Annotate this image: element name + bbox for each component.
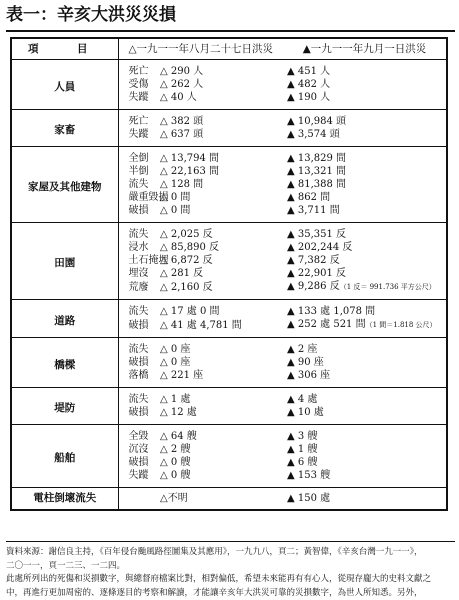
value-sep1-cell (283, 488, 447, 511)
category-cell: 家屋及其他建物 (11, 147, 118, 223)
value-aug27-cell: △ 0 間 (160, 205, 191, 216)
value-aug27-cell: △ 41 處 4,781 間 (160, 319, 242, 331)
value-sep1: ▲ 190 人 (287, 92, 331, 103)
value-aug27-cell: △ 0 座 (160, 357, 191, 368)
unit-note: （1 反＝ 991.736 平方公尺） (339, 283, 436, 291)
value-aug27-cell: △ 22,163 間 (160, 166, 220, 177)
table-body (11, 60, 447, 511)
table-title: 表一：辛亥大洪災災損 (6, 5, 176, 25)
source-note (6, 546, 454, 600)
value-aug27-cell: △ 6,872 反 (160, 255, 213, 266)
value-sep1: ▲ 13,321 間 (287, 166, 347, 177)
value-sep1: ▲ 306 座 (287, 370, 331, 381)
value-aug27-cell: △ 0 間 (160, 192, 191, 203)
value-sep1: ▲ 451 人 (287, 66, 331, 77)
value-sep1-cell (283, 254, 447, 267)
subcategory-cell: 流失 (118, 338, 158, 357)
value-sep1: ▲ 3,711 間 (287, 205, 340, 216)
category-cell: 家畜 (11, 110, 118, 147)
subcategory-cell: 破損 (128, 319, 149, 331)
value-aug27-cell: △ 85,890 反 (160, 242, 220, 253)
value-sep1: ▲ 10,984 頭 (287, 116, 347, 127)
value-aug27-cell: △ 13,794 間 (158, 147, 283, 166)
value-sep1-cell (283, 356, 447, 369)
value-sep1-cell (283, 78, 447, 91)
value-aug27-cell: △ 262 人 (160, 79, 204, 90)
source-line: 資料來源：謝信良主持，《百年侵台颱風路徑圖集及其應用》，一九九八，頁二；黃智偉，《辛亥台灣一九一一》， (6, 547, 423, 557)
title-rule (6, 30, 455, 32)
value-sep1-cell (283, 191, 447, 204)
value-sep1: ▲ 3 艘 (287, 431, 318, 442)
value-sep1: ▲ 10 處 (287, 407, 324, 418)
value-sep1: ▲ 2 座 (287, 344, 318, 355)
subcategory-cell: 流失 (118, 300, 158, 319)
category-cell: 田園 (11, 223, 118, 300)
table-row (11, 110, 447, 129)
value-sep1: ▲ 35,351 反 (287, 229, 347, 240)
subcategory-cell: 失蹤 (128, 92, 149, 103)
value-aug27-cell: △ 2,160 反 (160, 281, 213, 293)
source-line: 此處所列出的死傷和災損數字，與總督府檔案比對，相對偏低，希望未來能再有有心人，從現存龐大的史料文獻之 (6, 574, 432, 584)
value-sep1-cell (283, 204, 447, 223)
category-cell: 道路 (11, 300, 118, 338)
category-cell: 人員 (11, 60, 118, 110)
subcategory-cell: 受傷 (128, 79, 149, 90)
subcategory-cell: 浸水 (128, 242, 149, 253)
value-sep1-cell (283, 128, 447, 147)
value-sep1-cell (283, 318, 447, 338)
header-row (11, 38, 447, 60)
value-aug27-cell: △ 0 艘 (160, 457, 191, 468)
table-row (11, 388, 447, 407)
header-col2: ▲一九一一年九月一日洪災 (283, 38, 447, 60)
value-sep1-cell (283, 338, 447, 357)
value-sep1: ▲ 90 座 (287, 357, 324, 368)
table-row (11, 147, 447, 166)
category-cell: 橋樑 (11, 338, 118, 388)
subcategory-cell: 全毀 (118, 425, 158, 444)
value-sep1-cell (283, 241, 447, 254)
value-sep1: ▲ 252 處 521 間 (287, 319, 366, 330)
table-row (11, 425, 447, 444)
value-sep1: ▲ 22,901 反 (287, 268, 347, 279)
damage-table (10, 37, 448, 511)
subcategory-cell: 失蹤 (128, 129, 149, 140)
table-row (11, 488, 447, 511)
header-col1: △一九一一年八月二十七日洪災 (118, 38, 283, 60)
value-sep1: ▲ 3,574 頭 (287, 129, 340, 140)
value-sep1-cell (283, 425, 447, 444)
subcategory-cell: 死亡 (118, 110, 158, 129)
header-item: 項 目 (11, 38, 118, 60)
footer-rule (6, 541, 455, 542)
category-cell: 電柱倒壞流失 (11, 488, 118, 511)
subcategory-cell: 嚴重毀損 (128, 192, 169, 203)
value-aug27-cell: △ 637 頭 (160, 129, 204, 140)
subcategory-cell: 流失 (118, 223, 158, 242)
value-sep1: ▲ 9,286 反 (287, 281, 340, 292)
value-aug27-cell: △ 17 處 0 間 (158, 300, 283, 319)
subcategory-cell: 流失 (118, 388, 158, 407)
subcategory-cell: 落橋 (128, 370, 149, 381)
table-row (11, 300, 447, 319)
value-sep1: ▲ 7,382 反 (287, 255, 340, 266)
subcategory-cell: 土石掩埋 (128, 255, 169, 266)
value-sep1-cell (283, 178, 447, 191)
value-sep1: ▲ 482 人 (287, 79, 331, 90)
subcategory-cell: 半倒 (128, 166, 149, 177)
value-aug27-cell: △ 0 艘 (160, 470, 191, 481)
value-aug27-cell: △ 2,025 反 (158, 223, 283, 242)
value-aug27-cell: △ 128 間 (160, 179, 204, 190)
value-sep1-cell (283, 223, 447, 242)
value-sep1-cell (283, 388, 447, 407)
subcategory-cell: 破損 (128, 205, 149, 216)
value-aug27-cell: △ 40 人 (160, 92, 197, 103)
value-sep1-cell (283, 469, 447, 488)
subcategory-cell (118, 488, 158, 511)
table-row (11, 60, 447, 79)
subcategory-cell: 破損 (128, 357, 149, 368)
source-line: 中，再進行更加周密的、逐條逐目的考察和解讀，才能讓辛亥年大洪災可靠的災損數字，為世人所知悉。另外， (6, 587, 423, 598)
value-sep1: ▲ 4 處 (287, 394, 318, 405)
value-sep1: ▲ 862 間 (287, 192, 331, 203)
subcategory-cell: 失蹤 (128, 470, 149, 481)
value-sep1-cell (283, 91, 447, 110)
value-sep1: ▲ 13,829 間 (287, 153, 347, 164)
table-row (11, 338, 447, 357)
value-sep1: ▲ 1 艘 (287, 444, 318, 455)
value-sep1-cell (283, 456, 447, 469)
value-aug27-cell: △ 382 頭 (158, 110, 283, 129)
value-sep1-cell (283, 300, 447, 319)
value-sep1-cell (283, 60, 447, 79)
subcategory-cell: 死亡 (118, 60, 158, 79)
value-sep1-cell (283, 110, 447, 129)
value-sep1: ▲ 150 處 (287, 493, 331, 504)
table-row (11, 223, 447, 242)
value-aug27-cell: △ 221 座 (160, 370, 204, 381)
value-aug27-cell: △ 64 艘 (158, 425, 283, 444)
value-aug27-cell: △ 2 艘 (160, 444, 191, 455)
value-sep1-cell (283, 369, 447, 388)
value-aug27-cell: △ 281 反 (160, 268, 204, 279)
subcategory-cell: 全倒 (118, 147, 158, 166)
value-sep1-cell (283, 280, 447, 300)
value-sep1-cell (283, 406, 447, 425)
subcategory-cell: 流失 (128, 179, 149, 190)
value-sep1: ▲ 153 艘 (287, 470, 331, 481)
subcategory-cell: 沉沒 (128, 444, 149, 455)
source-line: 二〇一一，頁一二三、一二四。 (6, 560, 126, 571)
value-aug27-cell: △ 1 處 (158, 388, 283, 407)
value-aug27-cell: △ 290 人 (158, 60, 283, 79)
subcategory-cell: 荒廢 (128, 281, 149, 293)
value-sep1: ▲ 133 處 1,078 間 (287, 306, 376, 317)
category-cell: 船舶 (11, 425, 118, 488)
value-aug27-cell: △ 0 座 (158, 338, 283, 357)
value-aug27-cell: △不明 (158, 488, 283, 511)
value-sep1: ▲ 202,244 反 (287, 242, 353, 253)
value-sep1-cell (283, 147, 447, 166)
unit-note: （1 間＝1.818 公尺） (365, 321, 437, 329)
value-sep1: ▲ 81,388 間 (287, 179, 347, 190)
value-sep1-cell (283, 443, 447, 456)
subcategory-cell: 破損 (128, 407, 149, 418)
value-aug27-cell: △ 12 處 (160, 407, 197, 418)
value-sep1-cell (283, 165, 447, 178)
subcategory-cell: 埋沒 (128, 268, 149, 279)
value-sep1-cell (283, 267, 447, 280)
category-cell: 堤防 (11, 388, 118, 425)
subcategory-cell: 破損 (128, 457, 149, 468)
value-sep1: ▲ 6 艘 (287, 457, 318, 468)
